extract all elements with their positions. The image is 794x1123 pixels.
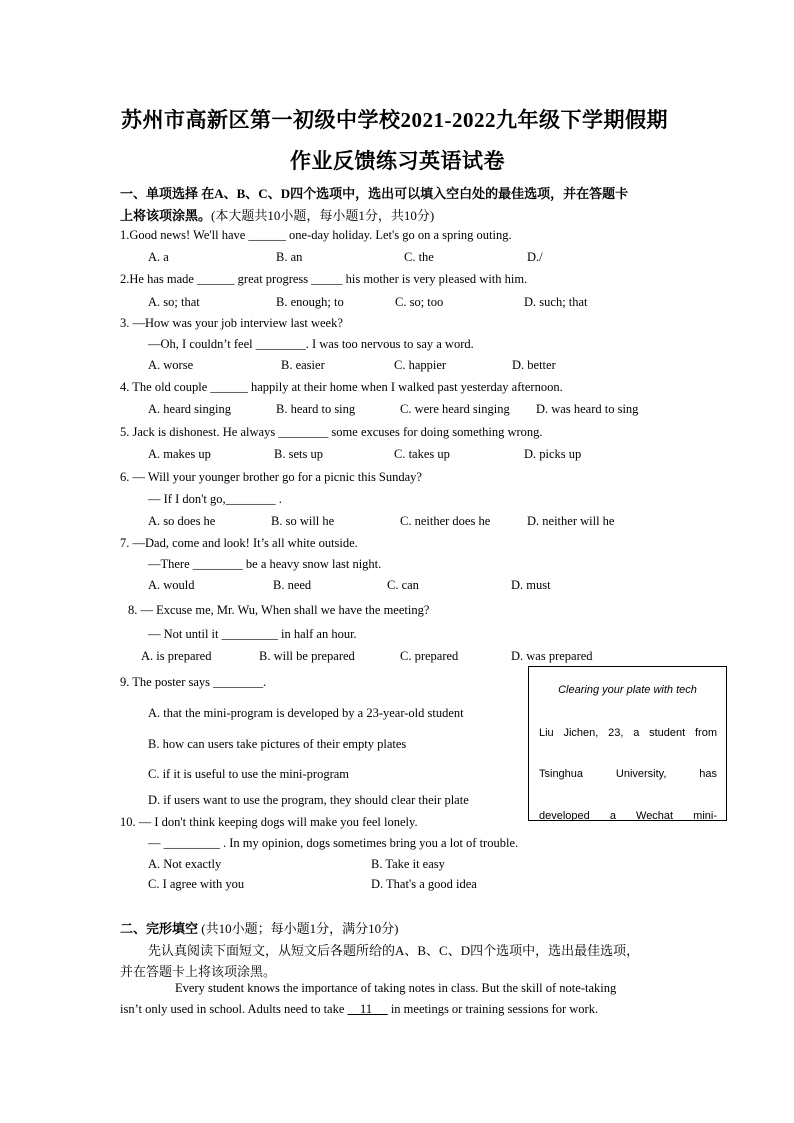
q9-option-b: B. how can users take pictures of their empty plates <box>148 737 407 751</box>
question-6-stem-line2: — If I don't go,________ . <box>148 492 282 506</box>
section2-note: (共10小题；每小题1分，满分10分) <box>201 921 399 936</box>
q10-option-b: B. Take it easy <box>371 857 445 871</box>
q6-option-b: B. so will he <box>271 514 335 528</box>
q8-option-c: C. prepared <box>400 649 459 663</box>
question-2-stem: 2.He has made ______ great progress _____ his mother is very pleased with him. <box>120 272 528 286</box>
q5-option-c: C. takes up <box>394 447 450 461</box>
question-7-stem: 7. —Dad, come and look! It’s all white outside. <box>120 536 358 550</box>
q2-option-a: A. so; that <box>148 295 200 309</box>
q1-option-d: D./ <box>527 250 543 264</box>
q7-option-c: C. can <box>387 578 419 592</box>
q3-option-a: A. worse <box>148 358 194 372</box>
q10-option-c: C. I agree with you <box>148 877 245 891</box>
blank-11 <box>348 1002 388 1016</box>
question-5-stem: 5. Jack is dishonest. He always ________ some excuses for doing something wrong. <box>120 425 543 439</box>
q3-option-d: D. better <box>512 358 556 372</box>
q6-option-a: A. so does he <box>148 514 216 528</box>
section2-heading <box>120 918 398 937</box>
passage-line-2 <box>120 1002 598 1017</box>
question-9-stem: 9. The poster says ________. <box>120 675 267 689</box>
section1-heading: 一、单项选择 在A、B、C、D四个选项中，选出可以填入空白处的最佳选项，并在答题卡 <box>120 186 629 201</box>
question-8-stem: 8. — Excuse me, Mr. Wu, When shall we have the meeting? <box>128 603 430 617</box>
question-10-stem: 10. — I don't think keeping dogs will make you feel lonely. <box>120 815 418 829</box>
section2-instruction-line2: 并在答题卡上将该项涂黑。 <box>120 964 277 979</box>
q6-option-d: D. neither will he <box>527 514 615 528</box>
passage-line-2-end: in meetings or training sessions for work. <box>387 1002 599 1016</box>
q9-option-c: C. if it is useful to use the mini-program <box>148 767 350 781</box>
q6-option-c: C. neither does he <box>400 514 491 528</box>
q10-option-d: D. That's a good idea <box>371 877 477 891</box>
section1-heading-line2 <box>120 205 434 224</box>
q5-option-b: B. sets up <box>274 447 323 461</box>
question-3-stem: 3. —How was your job interview last week? <box>120 316 343 330</box>
question-7-stem-line2: —There ________ be a heavy snow last night. <box>148 557 382 571</box>
passage-line-2-start: isn’t only used in school. Adults need to take <box>120 1002 348 1016</box>
passage-line-1: Every student knows the importance of taking notes in class. But the skill of note-taking <box>175 981 617 995</box>
question-6-stem: 6. — Will your younger brother go for a picnic this Sunday? <box>120 470 422 484</box>
section1-heading-bold: 上将该项涂黑。 <box>120 208 212 223</box>
q9-option-a: A. that the mini-program is developed by a 23-year-old student <box>148 706 464 720</box>
poster-line-1: Liu Jichen, 23, a student from <box>539 727 717 739</box>
section2-heading-bold: 二、完形填空 <box>120 921 199 936</box>
q10-option-a: A. Not exactly <box>148 857 222 871</box>
q2-option-c: C. so; too <box>395 295 444 309</box>
q8-option-d: D. was prepared <box>511 649 593 663</box>
q5-option-d: D. picks up <box>524 447 582 461</box>
q2-option-b: B. enough; to <box>276 295 344 309</box>
page-title: 苏州市高新区第一初级中学校2021-2022九年级下学期假期 <box>121 108 668 132</box>
q4-option-c: C. were heard singing <box>400 402 510 416</box>
section2-instruction-line1: 先认真阅读下面短文，从短文后各题所给的A、B、C、D四个选项中，选出最佳选项， <box>148 943 640 958</box>
q8-option-a: A. is prepared <box>141 649 212 663</box>
q4-option-a: A. heard singing <box>148 402 231 416</box>
q3-option-b: B. easier <box>281 358 325 372</box>
page-subtitle: 作业反馈练习英语试卷 <box>290 149 505 173</box>
q2-option-d: D. such; that <box>524 295 588 309</box>
q1-option-b: B. an <box>276 250 303 264</box>
q1-option-a: A. a <box>148 250 169 264</box>
poster-line-2: Tsinghua University, has <box>539 768 717 780</box>
q7-option-b: B. need <box>273 578 312 592</box>
question-3-stem-line2: —Oh, I couldn’t feel ________. I was too nervous to say a word. <box>148 337 474 351</box>
q7-option-d: D. must <box>511 578 551 592</box>
section1-note: (本大题共10小题，每小题1分，共10分) <box>211 208 435 223</box>
q9-option-d: D. if users want to use the program, they should clear their plate <box>148 793 469 807</box>
q1-option-c: C. the <box>404 250 434 264</box>
poster-title: Clearing your plate with tech <box>558 684 697 696</box>
poster-line-3: developed a Wechat mini- <box>539 810 717 821</box>
question-1-stem: 1.Good news! We'll have ______ one-day holiday. Let's go on a spring outing. <box>120 228 512 242</box>
q4-option-d: D. was heard to sing <box>536 402 639 416</box>
blank-11-number: 11 <box>360 1002 373 1016</box>
q3-option-c: C. happier <box>394 358 447 372</box>
q8-option-b: B. will be prepared <box>259 649 355 663</box>
question-10-stem-line2: — _________ . In my opinion, dogs sometimes bring you a lot of trouble. <box>148 836 519 850</box>
q4-option-b: B. heard to sing <box>276 402 356 416</box>
question-8-stem-line2: — Not until it _________ in half an hour. <box>148 627 357 641</box>
question-4-stem: 4. The old couple ______ happily at their home when I walked past yesterday afternoon. <box>120 380 563 394</box>
q5-option-a: A. makes up <box>148 447 211 461</box>
poster-box <box>528 666 727 821</box>
q7-option-a: A. would <box>148 578 195 592</box>
